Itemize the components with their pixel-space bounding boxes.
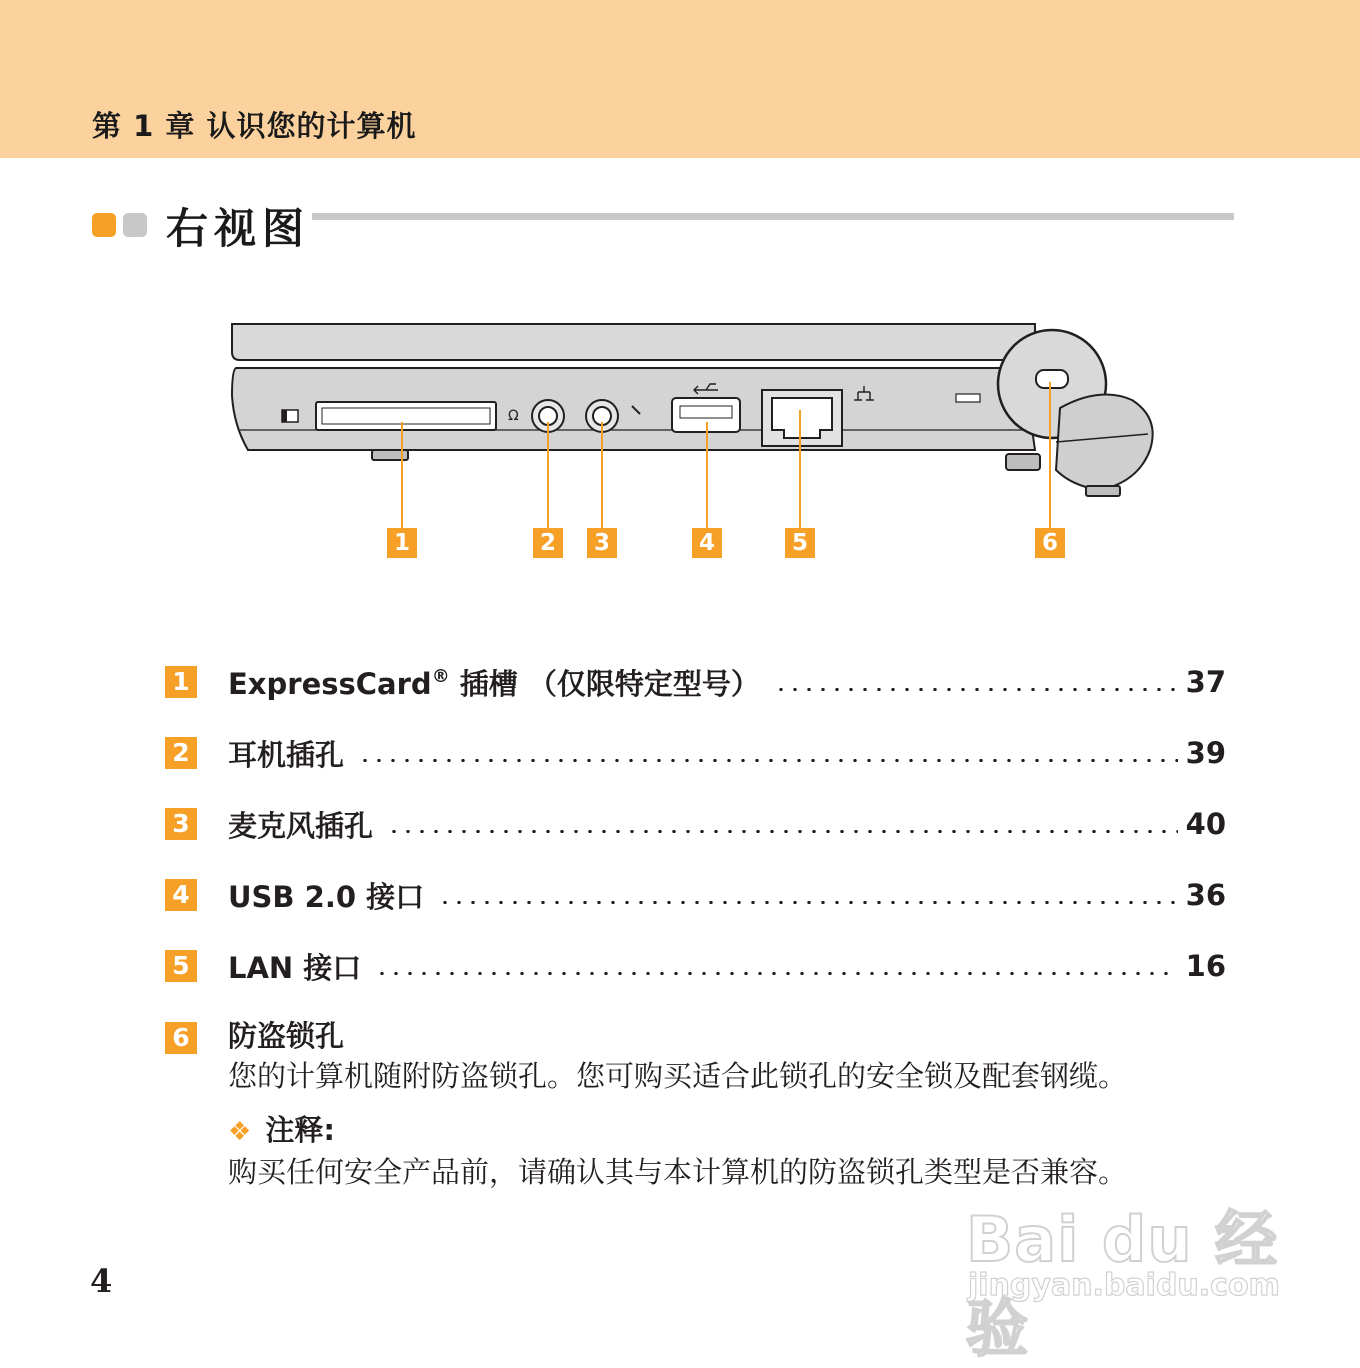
note-text: 购买任何安全产品前，请确认其与本计算机的防盗锁孔类型是否兼容。 (228, 1155, 1128, 1189)
chapter-header-bar (0, 0, 1360, 158)
chapter-title: 第 1 章 认识您的计算机 (92, 109, 417, 143)
baidu-watermark (960, 1190, 1280, 1365)
page-reference: 16 (1185, 949, 1226, 983)
callout-2: 2 (533, 528, 563, 558)
item-number-badge: 3 (165, 808, 197, 840)
item-number-badge: 6 (165, 1022, 197, 1054)
port-list (164, 660, 1226, 1015)
foot-right (1006, 454, 1040, 470)
lock-description: 您的计算机随附防盗锁孔。您可购买适合此锁孔的安全锁及配套钢缆。 (228, 1059, 1128, 1093)
list-item (164, 802, 1226, 873)
item-label: ExpressCard® 插槽 （仅限特定型号） (228, 665, 760, 701)
item-label: LAN 接口 (228, 950, 362, 985)
section-heading (90, 196, 1234, 252)
list-item-row (228, 731, 1226, 775)
watermark-brand: Bai du 经验 (966, 1203, 1279, 1365)
callout-1: 1 (387, 528, 417, 558)
right-side-view-figure (220, 310, 1170, 572)
list-item-row (228, 873, 1226, 917)
section-title: 右视图 (166, 204, 311, 253)
list-item-row (228, 660, 1226, 704)
page-reference: 37 (1185, 665, 1226, 699)
callout-3: 3 (587, 528, 617, 558)
security-lock-slot (1036, 370, 1068, 388)
list-item (164, 731, 1226, 802)
lock-title: 防盗锁孔 (228, 1019, 345, 1053)
battery-icon (956, 394, 980, 402)
note-label: 注释: (265, 1113, 335, 1147)
dot-leader (387, 830, 1178, 833)
section-rule (312, 213, 1234, 220)
note-heading (228, 1110, 335, 1150)
dot-leader (358, 759, 1178, 762)
item-label: 耳机插孔 (228, 737, 345, 772)
note-diamond-icon: ❖ (228, 1117, 252, 1147)
headphone-icon: Ω (508, 408, 519, 424)
item-number-badge: 5 (165, 950, 197, 982)
list-item (164, 660, 1226, 731)
orange-square-icon (92, 213, 116, 237)
watermark-url: jingyan.baidu.com (968, 1268, 1280, 1303)
battery (1056, 395, 1153, 490)
page-reference: 39 (1185, 736, 1226, 770)
callout-5: 5 (785, 528, 815, 558)
item-number-badge: 4 (165, 879, 197, 911)
item-label: USB 2.0 接口 (228, 879, 425, 914)
callout-4: 4 (692, 528, 722, 558)
callout-6: 6 (1035, 528, 1065, 558)
page-reference: 40 (1185, 807, 1226, 841)
list-item (164, 873, 1226, 944)
page-reference: 36 (1185, 878, 1226, 912)
laptop-lid (232, 324, 1035, 360)
dot-leader (774, 688, 1178, 691)
item-number-badge: 2 (165, 737, 197, 769)
dot-leader (375, 972, 1177, 975)
list-item-row (228, 944, 1226, 988)
page-number: 4 (90, 1262, 113, 1300)
dot-leader (438, 901, 1178, 904)
item-number-badge: 1 (165, 666, 197, 698)
list-item (164, 944, 1226, 1015)
item-label: 麦克风插孔 (228, 808, 374, 843)
gray-square-icon (123, 213, 147, 237)
foot-battery (1086, 486, 1120, 496)
list-item-row (228, 802, 1226, 846)
